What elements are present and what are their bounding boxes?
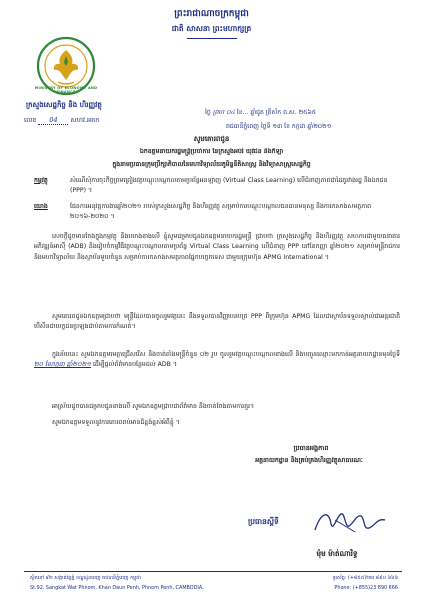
paragraph-2: សូមគោរពជូនឯកឧត្តមជ្រាបថា មន្ត្រីដែលបានចូលរួមវគ្គនេះ នឹងទទួលបានវិញ្ញាបនបត្រ PPP ពីក្រុមហ៊ុន APMG ដែលជាស្ថាប័នទទួលស្គាល់ជាអន្តរជាតិ បើសិនជាបេក្ខជនប្រឡងជាប់តាមការកំណត់។ <box>34 313 400 331</box>
ref-label: លេខ <box>24 116 37 124</box>
signature-icon <box>311 506 391 538</box>
handwritten-signature <box>311 506 391 538</box>
recipient-line-1: ឯកឧត្តមនាយករដ្ឋមន្ត្រីប្រចាំការ នៃក្រសួងអប់រំ យុវជន និងកីឡា <box>139 148 284 155</box>
signatory-role-stamp: ប្រធានស្តីទី <box>248 517 279 526</box>
footer-address-kh: ស្ថិតនៅ ៩២ សង្កាត់វត្តភ្នំ ខណ្ឌដូនពេញ រាជធានីភ្នំពេញ កម្ពុជា <box>30 575 141 581</box>
motto-divider <box>187 38 237 39</box>
signatory-name: ម៉ុម ម៉ាត់ណារិទ្ធ <box>316 549 358 558</box>
paragraph-4: អាស្រ័យដូចបានជម្រាបជូនខាងលើ សូមឯកឧត្តមជ្រាបជាព័ត៌មាន និងចាត់ចែងតាមការគួរ។ <box>52 403 255 410</box>
date-rest: ខែ... ឆ្នាំជូត ត្រីស័ក ព.ស. ២៥៦៥ <box>236 109 317 116</box>
subject-text: សំណើសុំការចុះកិច្ចព្រមព្រៀងវគ្គបណ្តុះបណ្តាលតាមប្រព័ន្ធអនឡាញ (Virtual Class Learning) លើជំនាញភាពជាដៃគូរវាងរដ្ឋ និងឯកជន (PPP) ។ <box>70 177 388 195</box>
closing-line: សូមឯកឧត្តមទទួលនូវការគោរពរាប់អានដ៏ខ្ពង់ខ្ពស់អំពីខ្ញុំ ។ <box>52 419 180 426</box>
paragraph-3 <box>34 350 400 371</box>
salutation: សូមគោរពជូន <box>193 135 230 143</box>
solar-date: រាជធានីភ្នំពេញ ថ្ងៃទី ១៣ ខែ កក្កដា ឆ្នាំ២០២១ <box>226 123 332 130</box>
lunar-date <box>205 108 401 117</box>
signatory-title-1: ប្រធានអង្គភាព <box>293 444 329 452</box>
paragraph-3-text: ក្នុងន័យនេះ សូមឯកឧត្តមមេត្តាជ្រើសរើស និងចាត់តាំងមន្ត្រីចំនួន ០២ រូប ចូលរួមវគ្គបណ្តុះបណ្តាលខាងលើ និងបញ្ជូនឈ្មោះមកកាន់អគ្គនាយកដ្ឋានមុនថ្ងៃទី <box>52 351 400 358</box>
subject-label: កម្មវត្ថុ <box>34 177 48 184</box>
footer-address-en: St.92, Sangkat Wat Phnom, Khan Daun Penh, Phnom Penh, CAMBODIA. <box>30 585 204 591</box>
kingdom-title: ព្រះរាជាណាចក្រកម្ពុជា <box>174 9 249 19</box>
footer-divider <box>24 571 402 572</box>
reference-label: យោង <box>34 203 48 210</box>
date-num-handwritten: ០៤ <box>226 109 235 116</box>
paragraph-1: សេចក្តីដូចមានចែងក្នុងកម្មវត្ថុ និងយោងខាងលើ ខ្ញុំសូមជម្រាបជូនឯកឧត្តមនាយករដ្ឋមន្ត្រី ជ្រាបថា ក្រសួងសេដ្ឋកិច្ច និងហិរញ្ញវត្ថុ សហការជាមួយធនាគារអភិវឌ្ឍន៍អាស៊ី (ADB) និងរៀបចំកម្មវិធីវគ្គបណ្តុះបណ្តាលតាមប្រព័ន្ធ Virtual Class Learning លើជំនាញ PPP នៅខែកញ្ញា ឆ្នាំ២០២១ សម្រាប់មន្ត្រីរាជការ និងមហាវិទ្យាល័យ និងស្ថាប័នមួយចំនួន សម្រាប់ការកសាងសមត្ថភាពផ្នែកបច្ចេកទេស ជាមួយក្រុមហ៊ុន APMG International ។ <box>34 233 400 261</box>
deadline-date: ២០ ខែកក្កដា ឆ្នាំ២០២១ <box>34 361 91 369</box>
footer-phone-en: Phone: (+855)23 890 666 <box>334 585 398 591</box>
recipient-line-2: ក្នុងនាមប្រធានក្រុមប្រឹក្សាភិបាលនៃមហាវិទ្យាល័យភូមិន្ទនីតិសាស្ត្រ និងវិទ្យាសាស្ត្រសេដ្ឋកិច្ច <box>112 161 311 168</box>
ref-code: សហវ.អគក <box>70 116 100 124</box>
logo-caption: MINISTRY OF ECONOMY AND FINANCE <box>34 86 98 94</box>
footer-phone-kh: ទូរស័ព្ទ: (+៨៥៥)២៣ ៨៩០ ៦៦៦ <box>332 575 398 581</box>
national-motto: ជាតិ សាសនា ព្រះមហាក្សត្រ <box>171 24 252 33</box>
paragraph-3-end: ដើម្បីផ្តល់ព័ត៌មានបន្ថែមដល់ ADB ។ <box>92 361 177 369</box>
signatory-title-2: អគ្គនាយកដ្ឋាន និងគ្រប់គ្រងហិរញ្ញវត្ថុសាធារណៈ <box>255 457 363 464</box>
reference-line <box>24 116 99 126</box>
reference-text: ផែនការអនុវត្តការងារឆ្នាំ២០២១ របស់ក្រសួងសេដ្ឋកិច្ច និងហិរញ្ញវត្ថុ សម្រាប់ការបណ្តុះបណ្តាលធនធានមនុស្ស និងការកសាងសមត្ថភាព ២០១៦-២០២០ ។ <box>70 203 372 221</box>
ministry-name: ក្រសួងសេដ្ឋកិច្ច និង ហិរញ្ញវត្ថុ <box>26 101 102 109</box>
ref-number: 04 <box>38 116 68 125</box>
date-prefix: ថ្ងៃ <box>205 109 211 116</box>
date-day-handwritten: ព្រហ <box>212 109 225 116</box>
